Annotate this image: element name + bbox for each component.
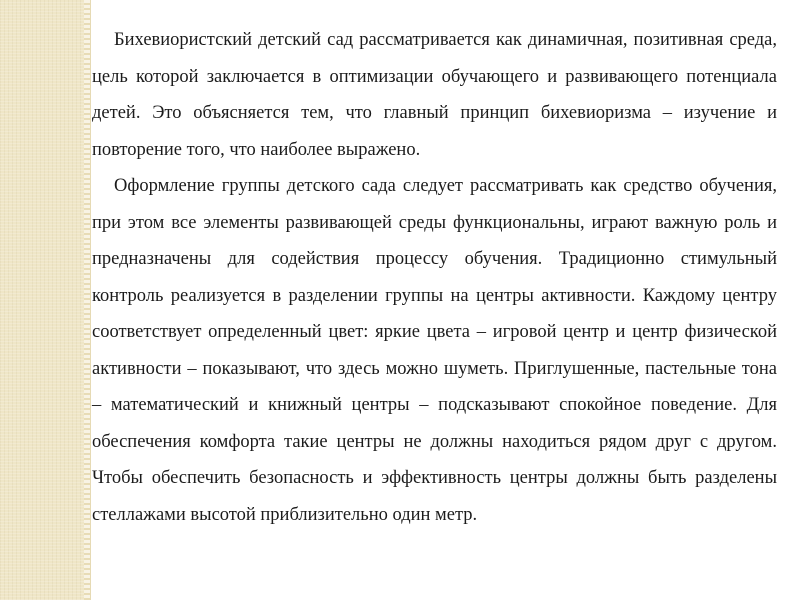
paragraph-2: Оформление группы детского сада следует рассматривать как средство обучения, при этом все элементы развивающей среды функциональны, играют важную роль и предназначены для содействия процессу обучения. Традиционно стимульный контроль реализуется в разделении группы на центры активности. Каждому центру соответствует определенный цвет: яркие цвета – игровой центр и центр физической активности – показывают, что здесь можно шуметь. Приглушенные, пастельные тона – математический и книжный центры – подсказывают спокойное поведение. Для обеспечения комфорта такие центры не должны находиться рядом друг с другом. Чтобы обеспечить безопасность и эффективность центры должны быть разделены стеллажами высотой приблизительно один метр.: [92, 176, 777, 525]
slide-body-text: [92, 22, 777, 533]
paragraph-1: Бихевиористский детский сад рассматривается как динамичная, позитивная среда, цель которой заключается в оптимизации обучающего и развивающего потенциала детей. Это объясняется тем, что главный принцип бихевиоризма – изучение и повторение того, что наиболее выражено.: [92, 30, 777, 160]
decorative-side-stripe: [84, 0, 91, 600]
decorative-side-band: [0, 0, 84, 600]
